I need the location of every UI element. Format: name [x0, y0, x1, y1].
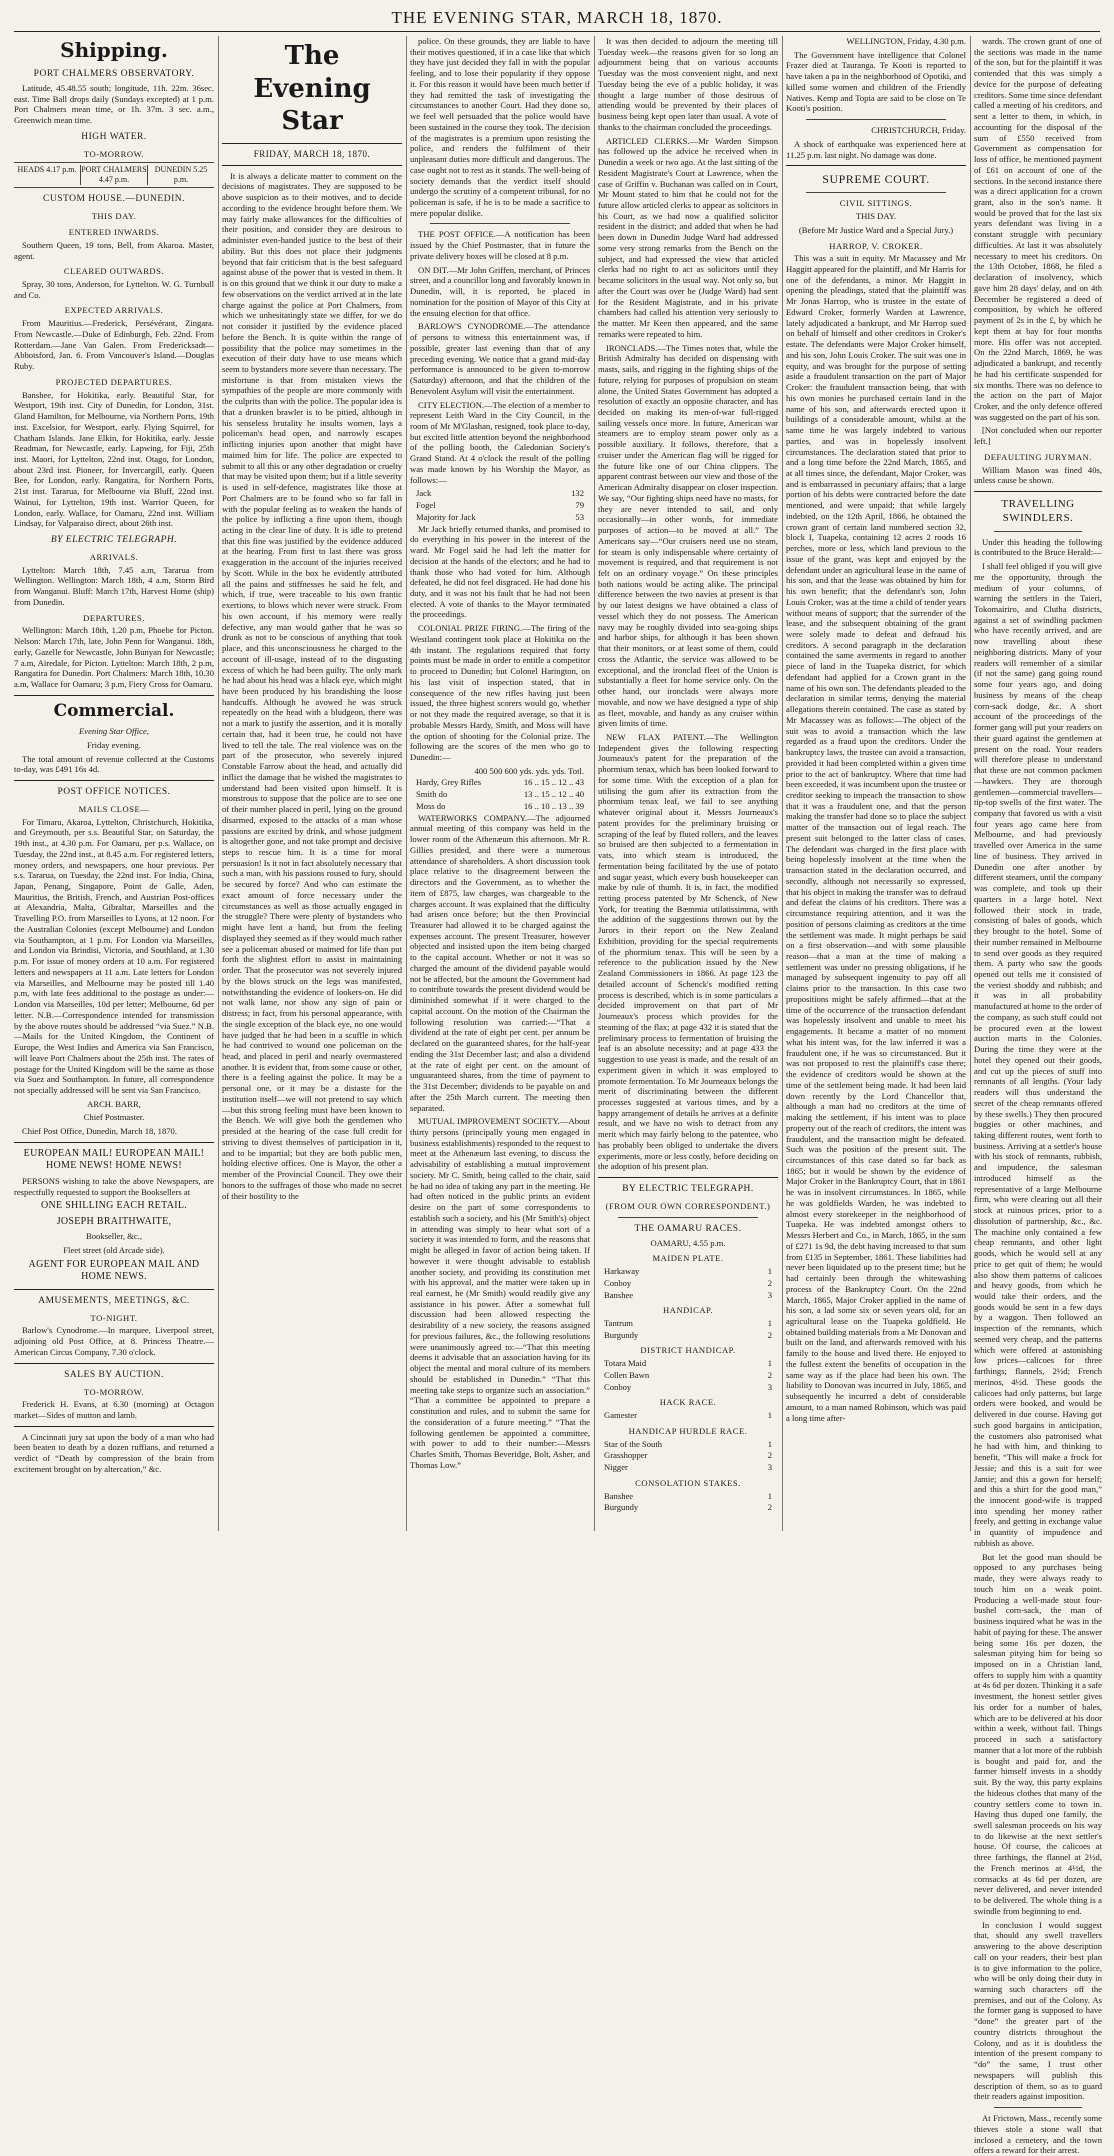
- cleared-text: Spray, 30 tons, Anderson, for Lyttelton. W. G. Turnbull and Co.: [14, 278, 214, 300]
- projected-text: Banshee, for Hokitika, early. Beautiful Star, for Westport, 19th inst. City of Dunedin, for London, 31st. Gland Hamilton, for Melbourne, via Northern Ports, 19th inst. Excelsior, for Westport, early. Flying Squirrel, for Chatham Islands. Jane Elkin, for Hokitika, early. Jessie Readman, for Newcastle, early. Lapwing, for Fiji, 25th inst. Maori, for Lyttelton, 22nd inst. Otago, for London, about 23rd inst. Pioneer, for Invercargill, early. Queen Bee, for London, early. Rangatira, for Northern Ports, 21st inst. Tararua, for Melbourne via Bluff, 22nd inst. Wainui, for Lyttelton, 19th inst. Warrior Queen, for London, early. Wallace, for Oamaru, 22nd inst. William Lindsay, for Valparaiso direct, about 26th inst.: [14, 389, 214, 529]
- supreme-court-heading: SUPREME COURT.: [822, 172, 930, 187]
- column-divider: [406, 36, 407, 1531]
- amusements-text: Barlow's Cynodrome.—In marquee, Liverpool street, adjoining old Post Office, at 8. Princess Theatre.—American Circus Company, 7.30 o'clock.: [14, 1325, 214, 1357]
- tide-port-chalmers: PORT CHALMERS 4.47 p.m.: [81, 165, 147, 185]
- race-result-row: [604, 1318, 772, 1329]
- poll-name: Majority for Jack: [416, 511, 476, 522]
- horse-name: Banshee: [604, 1490, 634, 1501]
- horse-place: 2: [767, 1502, 772, 1513]
- horse-name: Tantrum: [604, 1318, 633, 1328]
- poll-name: Jack: [416, 488, 432, 499]
- poll-row: [416, 488, 584, 499]
- column-divider: [594, 36, 595, 1531]
- horse-place: 2: [767, 1450, 772, 1461]
- court-text: This was a suit in equity. Mr Macassey and Mr Haggitt appeared for the plaintiff, and Mr Harris for one of the defendants, a minor. Mr Haggitt in opening the pleadings, stated that the plaintiff was Mr Jonas Harrop, who is trustee in the estate of Edward Croker, formerly Warden at Lawrence, lately adjudicated a bankrupt, and Mr Harrop sued on behalf of himself and other creditors in Croker's estate. The defendants were Major Croker himself, and his son, John Louis Croker. The suit was one in equity, and was brought for the purpose of setting aside a fraudulent transaction on the part of Major Croker: the fraudulent transaction being, that with his own monies he purchased certain land in the name of his son, and afterwards erected upon it buildings of a considerable amount, whilst at the same time he was largely indebted to various parties, and was in hopelessly insolvent circumstances. The declaration stated that prior to and a long time before the 22nd March, 1865, and at all times since, the defendant, Major Croker, was and is embarrassed in pecuniary affairs; that a large portion of his debts were contracted before the date mentioned, and were unpaid; that while largely indebted, on the 12th April, 1866, he obtained the crown grant of certain land numbered section 32, block I, Tuapeka, containing 12 acres 2 roods 16 perches, more or less, which land previous to the issue of the grant, was kept and enjoyed by the defendant under an agricultural lease in the name of his son, and that the lease was obtained by him for his own benefit; that the defendant's son, John Louis Croker, was at the time a child of tender years without means of support; that the surrender of the lease, and the subsequent obtaining of the grant were solely made to defeat and defraud his creditors. A second paragraph in the declaration contained the same averments in regard to another piece of land in the Tuapeka district, for which defendant had applied for a Crown grant in the name of his own son. The defendants pleaded to the declaration in similar terms, denying the material allegations therein contained. The case as stated by Mr Macassey was as follows:—The object of the suit was to avoid a transaction which the law regarded as a fraud upon the creditors. Under the bankruptcy laws, the trustee can avoid a transaction, provided it had been completed within a given time prior to the act of bankruptcy. Where that time had been exceeded, it was incumbent upon the trustee or creditor seeking to impeach the transaction to show that it was a fraudulent one, and that the person making the transfer had done so to place the subject matter of the transaction out of legal reach. The present suit belonged to the latter class of cases. The defendant was charged in the first place with being hopelessly insolvent at the time when the transaction stated in the declaration occurred, and secondly, although not necessarily so expressed, that his object in making the transfer was to defraud and defeat the claims of his creditors. There was a circumstance requiring attention, and it was the position of persons claiming as creditors at the time the settlement was made. It might perhaps be said on a first observation—and with some plausible reason—that a man at the time of making a settlement was under no pressing obligations, if he managed by subsequent ingenuity to pay off all claims prior to the transaction. In this case two propositions might be safely affirmed—that at the time of the occurrence of the transaction defendant was hopelessly insolvent and unable to meet his engagements. It became a matter of no moment what his intent was, for the law inferred it was a fraudulent one, if he was so circumstanced. But it was not proposed to rest the plaintiff's case there; the evidence of creditors would be shown at the time of the settlement being made. It had been laid down recently by the Lord Chancellor that, although a man had no creditors at the time of making the settlement, if his intent was to place property out of the reach of creditors, the intent was fraudulent, and the transaction might be defeated. Such was the position of the present suit. The circumstances of this case dated so far back as 1865; but it would be shown by the evidence of Major Croker in the Bankruptcy Court, that in 1861 he was in insolvent circumstances. In 1865, while he was goldfields Warden, he was indebted to almost every storekeeper in the neighborhood of Tuapeka. He was indebted amongst others to Messrs Herbert and Co., in March, 1865, in the sum of £271 1s 9d, the debt having increased to that sum from £135 in September, 1861. These liabilities had never been liquidated up to the present time; but he had certainly been through the whitewashing process of the Bankruptcy Court. On the 22nd March, 1865, Major Croker applied in the name of his son, a lad some six or seven years old, for an agricultural lease on the Tuapeka goldfield. He obtained building materials from a Mr Donovan and built on the land, and afterwards removed with his family to the house and lived there. He enjoyed to the fullest extent the benefits of occupation in the same way as if the place had been his own. The liability to Donovan was incurred in July, 1865, and subsequently he incurred a debt of considerable amount, to a man named Robinson, which was paid a long time after-: [786, 253, 966, 1423]
- divider: [14, 1142, 214, 1143]
- city-election-note: CITY ELECTION.—The election of a member to represent Leith Ward in the City Council, in the room of Mr M'Glashan, resigned, took place to-day, but excited little attention beyond the neighborhood of the polling booth, the Caledonian Society's Grand Stand. At 4 o'clock the result of the polling was made known by his Worship the Mayor, as follows:—: [410, 399, 590, 485]
- score-row: [416, 801, 584, 812]
- horse-place: 2: [767, 1369, 772, 1380]
- column-5: [786, 36, 966, 1531]
- race-name: DISTRICT HANDICAP.: [640, 1345, 736, 1356]
- arrivals: ARRIVALS.: [89, 552, 139, 562]
- race-result-row: [604, 1410, 772, 1421]
- commercial-place: Evening Star Office,: [79, 726, 149, 737]
- arrivals-text: Lyttelton: March 18th, 7.45 a.m, Tararua from Wellington. Wellington: March 18th, 4 a.m, Storm Bird from Wanganui. Bluff: March 17th, Harvest Home (ship) from Dunedin.: [14, 564, 214, 607]
- scores-header: 400 500 600 yds. yds. yds. Totl.: [474, 765, 584, 776]
- race-name: CONSOLATION STAKES.: [635, 1477, 741, 1488]
- horse-place: 1: [767, 1410, 772, 1421]
- race-name: HANDICAP HURDLE RACE.: [628, 1425, 748, 1436]
- race-result-row: [604, 1491, 772, 1502]
- divider: [806, 192, 946, 193]
- horse-place: 1: [767, 1490, 772, 1501]
- divider: [430, 223, 570, 224]
- swindlers-text-2: But let the good man should be opposed to any purchases being made, they were always ready to touch him on a weak point. Producing a well-made stout four-bushel corn-sack, the man of business inquired what he was in the habit of paying for these. The answer being some 16s per dozen, the salesman pitying him for being so imposed on in a Christian land, offers to supply him with a quantity at 4s 6d per dozen. Thinking it a safe investment, the honest settler gives his order for a number of bales, which are to be delivered at his door within a week, without fail. Things proceed in such a satisfactory manner that a lot more of the rubbish is bought and paid for, and the farmer himself invests in a shoddy suit. By the way, this party explains the hideous clothes that many of the country settlers come to town in. Having thus duped one family, the swell salesman proceeds on his way to do likewise at the next settler's house. Of course, the calicoes at three farthings, the flannel at 2½d, the French merinos at 4½d, the cornsacks at 4s 6d per dozen, are never delivered, and never intended to be delivered. The whole thing is a swindle from beginning to end.: [974, 1551, 1102, 1916]
- leader-article: It is always a delicate matter to comment on the decisions of magistrates. They are supposed to be above suspicion as to their motives, and to decide according to the evidence brought before them. We may fairly make allowances for the difficulties of their position, and consider they are desirous to administer even-handed justice to the best of their ability. But this does not place their judgments beyond that fair criticism that is the best safeguard against abuse of the power that is vested in them. It is on this ground that we think it our duty to make a few observations on the verdict arrived at in the late charge against the police at Port Chalmers, from which we unhesitatingly state we differ, for we do not consider it justified by the evidence placed before the Bench. It is quite within the range of possibility that the police may sometimes in the execution of their duty have to use means which seem to bystanders more severe than necessary. The misfortune is that from mistaken views the sympathies of the people are more commonly with the culprits than with the police. The popular idea is that a drunken brawler is to be pitied, although in his senseless brutality he insults women, lays a policeman's head open, and narrowly escapes inflicting injuries upon another that might have maimed him for life. The police are expected to submit to all this or any other degradation or cruelty that may be visited upon them; but if a little severity is used in self-defence, magistrates like those at Port Chalmers are to be found who so far fall in with the popular feeling as to weaken the hands of the police by inflicting a fine upon them, though acting in the clear line of duty. It is idle to pretend that this fine was justified by the evidence adduced at the hearing. From first to last there was gross exaggeration in the account of the injuries received by Scott. While in the box he evidently attributed all the pains and stiffnesses he said he felt, and which, if true, were traceable to his own frantic exertions, to blows which never were struck. From his own account, if his memory were really defective, any man would gather that he was so drunk as not to be conscious of anything that took place, and this unconsciousness he charged to the account of ill-usage, instead of to the disgusting excess of which he had been guilty. The only mark he had about his head was a black eye, which might have been produced by his brandishing the loose handcuffs. Although he avowed he was struck repeatedly on the head with a bludgeon, there was not a mark to justify the assertion, and it is morally certain that, had it been true, he could not have lived to tell the tale. The real violence was on the part of the prosecutor, who severely injured Constable Farrow about the head, and actually did inflict the damage that he wished the magistrates to understand had been visited upon himself. It is monstrous to suppose that the police are to see one of their number placed in peril, lying on the ground disarmed, exposed to the attacks of a man whose passions are excited by drink, and whose judgment is altogether gone, and not take prompt and decisive steps to rescue him. It is a time for moral persuasion! Is it not in fact absolutely necessary that such a man, with his passions roused to fury, should be secured by force? And who can estimate the exact amount of force necessary under the circumstances as well as those actually engaged in the struggle? There were plenty of bystanders who might have lent a hand, but from the feeling displayed they seemed as if they would much rather see a policeman abused or maimed for life than put forth the slightest effort to assist in maintaining order. That the prosecutor was not severely injured by the blows struck on the legs was manifested, notwithstanding the evidence of lookers-on. He did not walk lame, nor show any sign of pain or distress; in fact, from his personal appearance, with the single exception of the black eye, no one would have judged that he had been in a scuffle in which he had contrived to wound one policeman on the head, and placed in peril and nearly overmastered another. It is evident that, from some cause or other, there is a feeling against the police. It may be a personal one, or it may be a distaste for the institution itself—we will not pretend to say which—but this strong feeling must have been known to the Bench. We will give both the gentlemen who presided at the hearing of the case full credit for striving to divest themselves of participation in it, and to be impartial; but they are both public men, holding elective offices. One is Mayor, the other a member of the Provincial Council. They owe their honors to the suffrages of those who made no secret of their hostility to the: [222, 170, 402, 1201]
- shipping-heading: Shipping.: [60, 38, 168, 62]
- race-result-row: [604, 1462, 772, 1473]
- custom-house-heading: CUSTOM HOUSE.—DUNEDIN.: [43, 194, 185, 205]
- poll-votes: 79: [575, 500, 584, 511]
- divider: [618, 1217, 758, 1218]
- poll-votes: 132: [571, 488, 584, 499]
- race-result-row: [604, 1450, 772, 1461]
- poll-results: [410, 488, 590, 522]
- departures: DEPARTURES.: [83, 612, 145, 623]
- score-name: Moss do: [416, 800, 446, 811]
- departures-text: Wellington: March 18th, 1.20 p.m, Phoebe for Picton. Nelson: March 17th, late, John Penn for Wanganui. 18th, early, Gazelle for Newcastle, John Bunyan for Newcastle; 7 a.m, Airedale, for Picton. Lyttelton: March 18th, 2 p.m, Rangatira for Dunedin. Port Chalmers: March 18th, 10.30 a.m, Wallace for Oamaru; 3 p.m, Fiery Cross for Oamaru.: [14, 625, 214, 690]
- this-day: THIS DAY.: [91, 211, 137, 222]
- horse-name: Burgundy: [604, 1329, 639, 1340]
- ironclads-note: IRONCLADS.—The Times notes that, while the British Admiralty has decided on dispensing with masts, sails, and rigging in the fighting ships of the future, relying for purposes of propulsion on steam alone, the United States Government has adopted a resolution of exactly an opposite character, and has decided on making its men-of-war full-rigged sailing vessels once more. In future, American war steamers are to employ steam power only as a possible auxiliary. It follows, therefore, that a cruiser under the American flag will be rigged for the future like one of our China clippers. The apparent contrast between our view and those of the American Admiralty disappear on closer inspection. We say, “Our fighting ships need have no masts, for they are never intended to sail, and only occasionally—in other words, for immediate purposes of action—to be moved at all.” The Americans say—“Our cruisers need use no steam, for steam is only indispensable where certainty of movement is required, and that requirement is not felt on an ordinary voyage.” On these principles both nations would be acting alike. The principal difference between the two navies at present is that by our latest designs we have obtained a class of vessel which they do not possess. The American navy may be roughly divided into sea-going ships and harbor ships, for although it has been shown that their monitors, or at least some of them, could cross the Atlantic, the service was allowed to be exceptional, and the ironclad fleet of the Union is substantially a fleet for home service only. On the other hand, our ironclads were always more movable, and now we have designed a type of ship as fleet, movable, and handy as any cruiser within given limits of time.: [598, 342, 778, 729]
- poll-votes: 53: [575, 511, 584, 522]
- horse-place: 3: [767, 1381, 772, 1392]
- divider: [14, 1426, 214, 1427]
- race-name: HANDICAP.: [662, 1305, 714, 1316]
- telegraph-heading: BY ELECTRIC TELEGRAPH.: [50, 535, 178, 546]
- new-flax-note: NEW FLAX PATENT.—The Wellington Independent gives the following respecting Journeaux's patent for the preparation of the phormium tenax, which has been looked forward to for some time. With the exception of a plan for utilising the gum after its extraction from the phormium tenax leaf, we fail to see anything whatever original about it. Messrs Journeaux's patent provides for the preliminary bruising or scraping of the leaf by fluted rollers, and the leaves so bruised are then subjected to a fermentation in vats, into which steam is introduced, the fermentation being facilitated by the use of potato and sugar yeast, which every bush housekeeper can make by rule of thumb. It is, in fact, the modified retting process patented by Mr Schenck, of New York, for treating the Bæmmia utilatissimma, with the addition of the suggestions thrown out by the Jurors in their report on the New Zealand Exhibition, providing for the special requirements of the phormium tenax. This will be seen by a reference to the publication issued by the New Zealand Commissioners in 1866. At page 123 the detailed account of Schenck's modified retting process is described, which is in some particulars a decided improvement on that part of Mr Journeaux's process which provides for the steaming of the flax; at page 432 it is stated that the preliminary process to fermentation of bruising the leaf is an absolute necessity; and at page 433 the suggestion to use yeast is made, and the result of an experiment given in which it was employed to promote fermentation. To Mr Journeaux belongs the merit of discriminating between the different processes suggested at various times, and by a happy arrangement of details he arrives at a definite result, and we have no wish to detract from any merit which may fairly belong to the patentee, who has probably been obliged to undertake the divers experiments, more or less costly, before deciding on the adoption of his present plan.: [598, 732, 778, 1172]
- swindlers-text-3: In conclusion I would suggest that, should any swell travellers answering to the above description call on your readers, their best plan is to give information to the police, who will be only doing their duty in warning such characters off the premises, and out of the Colony. As the former gang is supposed to have “done” the greater part of the country districts throughout the Colony, and as it is doubtless the intention of the present company to “do” the same, I trust other newspapers will publish this description of them, so as to guard their readers against imposition.: [974, 1919, 1102, 2102]
- tide-dunedin: DUNEDIN 5.25 p.m.: [147, 165, 214, 185]
- horse-name: Totara Maid: [604, 1358, 647, 1369]
- column-3: [410, 36, 590, 1531]
- divider: [14, 1363, 214, 1364]
- horse-place: 1: [767, 1318, 772, 1328]
- divider: [222, 143, 402, 144]
- leader-dateline: FRIDAY, MARCH 18, 1870.: [253, 148, 371, 159]
- race-result-row: [604, 1266, 772, 1277]
- masthead: THE EVENING STAR, MARCH 18, 1870.: [391, 8, 723, 27]
- horse-place: 1: [767, 1438, 772, 1449]
- race-name: HACK RACE.: [659, 1397, 717, 1408]
- wellington-text: The Government have intelligence that Colonel Frazer died at Tauranga. Te Kooti is reported to have taken a pa in the neighborhood of Opotiki, and killed some women and children of the Friendly Natives. Kemp and Topia are said to be close on Te Kooti's position.: [786, 49, 966, 114]
- divider: [994, 531, 1082, 532]
- post-text: For Timaru, Akaroa, Lyttelton, Christchurch, Hokitika, and Greymouth, per s.s. Beautiful Star, on Saturday, the 19th inst., at 4.30 p.m. For Oamaru, per p.s. Wallace, on Tuesday, the 22nd inst., at 8.45 a.m. For registered letters, money orders, and newspapers, one hour previous. Per s.s. Tararua, on Tuesday, the 22nd inst. For India, China, Japan, Penang, Singapore, Point de Galle, Aden, Mauritius, the British, French, and Austrian Post-offices at Alexandria, Malta, Gibraltar, Marseilles and the Travelling P.O. from Marseilles to Lyons, at 12 noon. For the Australian Colonies (except Melbourne) and London via Southampton, at 1 p.m. For London via Marseilles, and London via Brindisi, Victoria, and Southland, at 1.30 p.m. For issue of money orders at 10 a.m. For registered letters and newspapers at 11 a.m. Late letters for London via Marseilles, and Melbourne may be posted till 1.40 p.m, with late fees additional to the postage as under:—London via Marseilles, 10d per letter; Melbourne, 6d per letter. N.B.—Correspondence intended for transmission by the above routes should be addressed “via Suez.” N.B.—Mails for the United Kingdom, the Continent of Europe, the West Indies and America via San Francisco, will leave Port Chalmers about the 25th inst. The rates of postage for the United Kingdom will be the same as those via Suez and Southampton. In future, all correspondence not specially addressed will be sent via San Francisco.: [14, 816, 214, 1095]
- commercial-day: Friday evening.: [87, 739, 141, 750]
- horse-place: 2: [767, 1329, 772, 1340]
- horse-name: Grasshopper: [604, 1450, 648, 1461]
- column-6: [974, 36, 1102, 2156]
- post-signed-role: Chief Postmaster.: [83, 1112, 145, 1123]
- divider: [806, 119, 946, 120]
- expected-text: From Mauritius.—Frederick, Persévérant, Zingara. From Newcastle.—Duke of Edinburgh, Feb. 22nd. From Rotterdam.—Jane Van Galen. From Fredericksadt—Abbotsford, Jan. 6. From Vancouver's Island.—Douglas Ruby.: [14, 318, 214, 372]
- observatory-heading: PORT CHALMERS OBSERVATORY.: [33, 69, 195, 79]
- tide-heads: HEADS 4.17 p.m.: [17, 165, 77, 175]
- mails-close: MAILS CLOSE—: [78, 803, 150, 814]
- court-before: (Before Mr Justice Ward and a Special Jury.): [798, 224, 954, 235]
- horse-place: 3: [767, 1289, 772, 1300]
- races-heading: THE OAMARU RACES.: [634, 1223, 742, 1234]
- divider: [994, 2107, 1082, 2108]
- divider: [786, 165, 966, 166]
- post-office-heading: POST OFFICE NOTICES.: [57, 787, 171, 797]
- poll-name: Fogel: [416, 500, 436, 511]
- post-signed: ARCH. BARR,: [87, 1098, 141, 1109]
- horse-place: 3: [767, 1462, 772, 1473]
- score-name: Smith do: [416, 789, 448, 800]
- sales-text: Frederick H. Evans, at 6.30 (morning) at Octagon market—Sides of mutton and lamb.: [14, 1399, 214, 1420]
- not-concluded: [Not concluded when our reporter left.]: [974, 425, 1102, 447]
- euro-trade: Bookseller, &c.,: [86, 1231, 142, 1242]
- score-values: 13 .. 15 .. 12 .. 40: [523, 789, 584, 800]
- race-result-row: [604, 1278, 772, 1289]
- telegraph-sub: (FROM OUR OWN CORRESPONDENT.): [605, 1200, 771, 1211]
- column-1: [14, 36, 214, 1531]
- telegraph-heading-2: BY ELECTRIC TELEGRAPH.: [622, 1184, 754, 1195]
- to-night: TO-NIGHT.: [90, 1312, 138, 1323]
- euro-price: ONE SHILLING EACH RETAIL.: [40, 1200, 188, 1212]
- christchurch-dateline: CHRISTCHURCH, Friday.: [871, 125, 966, 136]
- euro-heading: EUROPEAN MAIL! EUROPEAN MAIL! HOME NEWS! HOME NEWS!: [23, 1147, 205, 1172]
- horse-place: 1: [767, 1266, 772, 1277]
- court-continued: wards. The crown grant of one of the sections was made in the name of the son, but for the plaintiff it was contended that this was simply a device for the purpose of defeating creditors. Some time since defendant called a meeting of his creditors, and sent a letter to them, in which, in accounting for the disposal of the sum of £550 received from Government as compensation for loss of office, he mentioned payment of £61 on account of one of the sections. In the second instance there was a direct application for a crown grant, also in the son's name. It would be proved that for the last six years defendant was living in a constant struggle with pecuniary difficulties. At last it was absolutely necessary to meet his creditors. On the 13th October, 1868, he filed a declaration of insolvency, which gave him 28 days' delay, and on 4th December he registered a deed of composition, by which he offered payment of 2s in the £, by which he kept them at bay for four months more. His offer was not accepted. On the 22nd March, 1869, he was adjudicated a bankrupt, and recently he had his certificate suspended for six months. There was no defence to the action on the part of Major Croker, and the only defence offered was suggested on the part of his son.: [974, 36, 1102, 422]
- euro-name: JOSEPH BRAITHWAITE,: [56, 1215, 172, 1227]
- column-divider: [782, 36, 783, 1531]
- on-dit-note: ON DIT.—Mr John Griffen, merchant, of Princes street, and a councillor long and favorably known in Dunedin, will, it is reported, be placed in nomination for the position of Mayor of this City at the ensuing election for that office.: [410, 264, 590, 318]
- high-water-heading: HIGH WATER.: [81, 131, 147, 142]
- divider: [14, 1289, 214, 1290]
- horse-name: Banshee: [604, 1289, 634, 1300]
- entered-text: Southern Queen, 19 tons, Bell, from Akaroa. Master, agent.: [14, 239, 214, 261]
- euro-agent: AGENT FOR EUROPEAN MAIL AND HOME NEWS.: [28, 1258, 200, 1283]
- barlow-note: BARLOW'S CYNODROME.—The attendance of persons to witness this entertainment was, if possible, greater last evening than that of any preceding evening. We notice that a grand mid-day performance is announced to be given to-morrow (Saturday) afternoon, and that the children of the Benevolent Asylum will visit the entertainment.: [410, 321, 590, 396]
- race-result-row: [604, 1439, 772, 1450]
- divider: [222, 165, 402, 166]
- divider: [598, 1177, 778, 1178]
- post-footer: Chief Post Office, Dunedin, March 18, 1870.: [22, 1126, 177, 1137]
- civil-sittings: CIVIL SITTINGS.: [839, 198, 913, 209]
- cincinnati-text: A Cincinnati jury sat upon the body of a man who had been beaten to death by a dozen ruffians, and returned a verdict of “Death by compression of the brain from excitement brought on by altercation,” &c.: [14, 1431, 214, 1474]
- colonial-prize-note: COLONIAL PRIZE FIRING.—The firing of the Westland contingent took place at Hokitika on the 4th instant. The regulations required that forty points must be made in order to entitle a competitor to proceed to Dunedin; but Colonel Harington, on his last visit of inspection stated, that in consequence of the new rifles having just been issued, the three highest scorers would go, whether or not they made the required average, so that it is probable Messrs Hardy, Smith, and Moss will have the option of shooting for the Colonial prize. The following are the scores of the men who go to Dunedin:—: [410, 623, 590, 762]
- race-result-row: [604, 1382, 772, 1393]
- swindlers-text: I shall feel obliged if you will give me the opportunity, through the medium of your columns, of warning the settlers in the Taieri, Tokomairiro, and Clutha districts, against a set of swindling packmen who have recently arrived, and are now travelling about these neighboring districts. Many of your readers will remember of a similar (if not the same) gang going round some four years ago, and doing business by means of the cheap corn-sack dodge, &c. A short account of the proceedings of the former gang will put your readers on their guard against the gentlemen at present on the road. Your readers will therefore please to understand that these are not common packmen—hawkers. They are thorough gentlemen—commercial travellers—tip-top swells of the first water. The company that favored us with a visit four years ago came here from Melbourne, and had previously travelled over America in the same line of business. They arrived in Dunedin one after another by different steamers, until the company was complete, and took up their quarters in a large hotel. Next followed their stock in trade, consisting of bales of goods, which they brought to the hotel. Some of their number remained in Melbourne to send over goods as they required them. A party who saw the goods opened out tells me it consisted of the veriest shoddy and rubbish; and it was in all probability manufactured at home to the order of the company, as such stuff could not be procured even at the lowest auction marts in the Colonies. During the time they were at the hotel they opened out their goods, and cut up the pieces of stuff into remnants of all lengths. (Your lady readers will thus understand the secret of the cheap remnants offered by these swells.) They then procured buggies or other machines, and taking different routes, went forth to business. Arriving at a settler's house with his stock of remnants, rubbish, and impudence, the salesman introduced himself as the representative of a large Melbourne firm, who were clearing out all their stock at ruinous prices, prior to a dissolution of partnership, &c., &c. The machine only contained a few cheap remnants, and other light goods, which he would sell at any price to get quit of them; he would also show them patterns of calicoes and heavy goods, from which he would take their orders, and the goods would be sent in a few days by a waggon. Then followed an inspection of the remnants, which seemed very cheap, and the patterns which were offered at astonishing low prices—calicoes for three farthings; flannels, 2½d; French merinos, 4½d. These goods the calicoes had only patterns, but large orders were booked, and would be delivered in due course. Having got such good bargains in anticipation, the customers also patronised what he had with him, and thinking to benefit, “This will make a frock for Jessie; and this is a suit for wee Jamie; and this a gown for herself; and this a shirt for the good man,” the innocent good-wife is trapped into spending her money rather freely, and getting in exchange value in quantity of impudence and rubbish as above.: [974, 561, 1102, 1548]
- euro-addr: Fleet street (old Arcade side).: [63, 1245, 165, 1256]
- horse-name: Burgundy: [604, 1502, 639, 1513]
- race-result-row: [604, 1358, 772, 1369]
- court-case: HARROP, V. CROKER.: [829, 240, 923, 251]
- race-result-row: [604, 1330, 772, 1341]
- swindlers-intro: Under this heading the following is contributed to the Bruce Herald:—: [974, 536, 1102, 558]
- christchurch-text: A shock of earthquake was experienced here at 11.25 p.m. last night. No damage was done.: [786, 138, 966, 160]
- entered-inwards: ENTERED INWARDS.: [68, 227, 160, 238]
- race-result-row: [604, 1370, 772, 1381]
- race-result-row: [604, 1502, 772, 1513]
- race-results: [598, 1253, 778, 1513]
- observatory-text: Latitude, 45.48.55 south; longitude, 11h. 22m. 36sec. east. Time Ball drops daily (Sundays excepted) at 1 p.m. Port Chalmers mean time, or 1h. 37m. 3 sec. a.m., Greenwich mean time.: [14, 82, 214, 126]
- sales-heading: SALES BY AUCTION.: [64, 1369, 164, 1380]
- horse-place: 2: [767, 1277, 772, 1288]
- commercial-text: The total amount of revenue collected at the Customs to-day, was £491 16s 4d.: [14, 753, 214, 775]
- score-values: 16 .. 10 .. 13 .. 39: [523, 800, 584, 811]
- expected-arrivals: EXPECTED ARRIVALS.: [64, 305, 164, 316]
- horse-name: Conboy: [604, 1277, 632, 1288]
- score-row: [416, 777, 584, 788]
- amusements-heading: AMUSEMENTS, MEETINGS, &C.: [38, 1295, 190, 1306]
- high-water-sub: TO-MORROW.: [83, 148, 145, 159]
- race-name: MAIDEN PLATE.: [652, 1253, 724, 1264]
- poll-row: [416, 512, 584, 523]
- horse-place: 1: [767, 1358, 772, 1369]
- horse-name: Harkaway: [604, 1266, 640, 1277]
- waterworks-note: WATERWORKS COMPANY.—The adjourned annual meeting of this company was held in the lower room of the Athenæum this afternoon. Mr R. Gillies presided, and there were a numerous attendance of shareholders. A short discussion took place relative to the disagreement between the directors and the Government, as to whether the item of £875, law charges, was chargeable to the charges account. It was explained that the difficulty had arisen once before; but the then Provincial Treasurer had allowed it to be charged against the expenses account. The present Treasurer, however objected and insisted upon the item being charged to the capital account. Whether or not it was so charged the amount of the dividend payable would not be affected, but the amount the Government had to contribute towards the present dividend would be diminished somewhat if it were charged to the capital account. On the motion of the Chairman the following resolution was carried:—“That a dividend at the rate of eight per cent. per annum be declared on the guaranteed shares, for the half-year ending the 31st December last; and also a dividend at the rate of eight per cent. on the amount of unguaranteed shares, from the time of payment to the 31st December; dividends to be payable on and after the 25th March current. The meeting then separated.: [410, 812, 590, 1113]
- column-divider: [970, 36, 971, 1531]
- defaulting-juryman: DEFAULTING JURYMAN.: [984, 451, 1092, 462]
- poll-row: [416, 500, 584, 511]
- frictown-note: At Frictown, Mass., recently some thieves stole a stone wall that inclosed a cemetery, and the town offers a reward for their arrest.: [974, 2113, 1102, 2156]
- articled-clerks-note: ARTICLED CLERKS.—Mr Warden Simpson has followed up the advice he received when in Dunedin a week or two ago. At the last sitting of the Resident Magistrate's Court at Lawrence, when the case of Griffin v. Buchanan was called on in Court, Mr Mount stated to him that he could not for the future allow articled clerks to appear as solicitors in his Court, as we had now a qualified solicitor resident in the district; and added that when he had been down in Dunedin Judge Ward had addressed some very strong remarks from the Bench on the subject, and had expressed the view that articled clerks had no right to act as solicitors until they became solicitors in the usual way. Not only so, but after the Court was over he (Judge Ward) had sent for the Resident Magistrate, and in his private chambers had called his attention very seriously to the matter. Mr Keen then appeared, and the same remarks were repeated to him.: [598, 135, 778, 339]
- swindlers-heading: TRAVELLING SWINDLERS.: [1001, 498, 1075, 524]
- post-office-note: THE POST OFFICE.—A notification has been issued by the Chief Postmaster, that in future the private delivery boxes will be closed at 8 p.m.: [410, 229, 590, 261]
- tide-table: [14, 162, 214, 188]
- mutual-improvement-note: MUTUAL IMPROVEMENT SOCIETY.—About thirty persons (principally young men engaged in business establishments) responded to the request to meet at the Athenæum last evening, to discuss the advisability of establishing a mutual improvement society. Mr C. Smith, being called to the chair, said he had no idea of taking any part in the meeting. He had often noticed in the public prints an evident desire on the part of some correspondents to establish such a society, and his (Mr Smith's) object in attending was simply to hear what sort of a society it was intended to form, and the reasons that might be alleged in favor of action being taken. If however it were thought advisable to establish another society, and providing its constitution met with his approval, and the matter were taken up in real earnest, he (Mr Smith) would readily give any assistance in his power. After a somewhat full discussion had been allowed respecting the desirability of a new society, the reasons assigned for previous failures, &c., the following resolutions were unanimously agreed to:—“That this meeting deems it advisable that an association having for its object the mental and moral culture of its members should be established in Dunedin.” “That this meeting take steps to organize such an association.” “That a committee be appointed to prepare a constitution and rules, and to submit the same for the consideration of a future meeting.” “That the following gentlemen be appointed a committee, with power to add to their number:—Messrs Charles Smith, Thomas Beveridge, Bolt, Asher, and Thomas Low.”: [410, 1116, 590, 1470]
- divider: [14, 780, 214, 781]
- horse-name: Collen Bawn: [604, 1369, 650, 1380]
- column-2: [222, 36, 402, 1531]
- score-row: [416, 789, 584, 800]
- commercial-heading: Commercial.: [53, 700, 175, 721]
- divider: [974, 491, 1102, 492]
- euro-text: PERSONS wishing to take the above Newspapers, are respectfully requested to support the Booksellers at: [14, 1175, 214, 1197]
- races-dateline: OAMARU, 4.55 p.m.: [650, 1237, 726, 1248]
- race-result-row: [604, 1290, 772, 1301]
- divider: [14, 695, 214, 696]
- projected-departures: PROJECTED DEPARTURES.: [55, 376, 173, 387]
- horse-name: Star of the South: [604, 1438, 663, 1449]
- column-4: [598, 36, 778, 1531]
- horse-name: Gamester: [604, 1410, 637, 1421]
- horse-name: Conboy: [604, 1381, 632, 1392]
- to-morrow: TO-MORROW.: [83, 1386, 145, 1397]
- leader-continued: police. On these grounds, they are liable to have their motives questioned, if in a case like that which they have just decided they fall in with the popular feeling, and to lose their popularity if they oppose it. For this reason it would have been much better if they had remitted the task of investigating the circumstances to another Court. Had they done so, we feel well persuaded that the police would have been sustained in the course they took. The decision of the magistrates is a premium upon resisting the police, and renders the fulfilment of their unpleasant duties more difficult and dangerous. The case ought not to rest as it stands. The well-being of society demands that the verdict itself should undergo the scrutiny of a competent tribunal, for no policeman is safe, if he is to be made a sacrifice to mere popular dislike.: [410, 36, 590, 218]
- paper-title: The Evening Star: [253, 41, 371, 136]
- top-rule: [14, 31, 1100, 32]
- column-divider: [218, 36, 219, 1531]
- cleared-outwards: CLEARED OUTWARDS.: [63, 266, 165, 277]
- score-name: Hardy, Grey Rifles: [416, 777, 482, 788]
- defaulting-text: William Mason was fined 40s, unless cause be shown.: [974, 464, 1102, 486]
- horse-name: Nigger: [604, 1462, 628, 1473]
- court-this-day: THIS DAY.: [855, 211, 897, 222]
- city-election-note-2: Mr Jack briefly returned thanks, and promised to do everything in his power in the interest of the ward. Mr Fogel said he had left the matter for decision at the hands of the electors; and he had to thank those who had voted for him. Although defeated, he did not feel disgraced. He had done his duty, and it was not his fault that he had not been elected. A vote of thanks to the Mayor terminated the proceedings.: [410, 523, 590, 620]
- wellington-dateline: WELLINGTON, Friday, 4.30 p.m.: [846, 36, 966, 46]
- mutual-continued: It was then decided to adjourn the meeting till Tuesday week—the reasons given for so long an adjournment being that on various accounts Tuesday was the most convenient night, and next Tuesday being the eve of a public holiday, it was thought a large number of those desirous of attending would be prevented by their places of business being kept open later than usual. A vote of thanks to the chairman concluded the proceedings.: [598, 36, 778, 132]
- score-values: 16 .. 15 .. 12 .. 43: [523, 777, 584, 788]
